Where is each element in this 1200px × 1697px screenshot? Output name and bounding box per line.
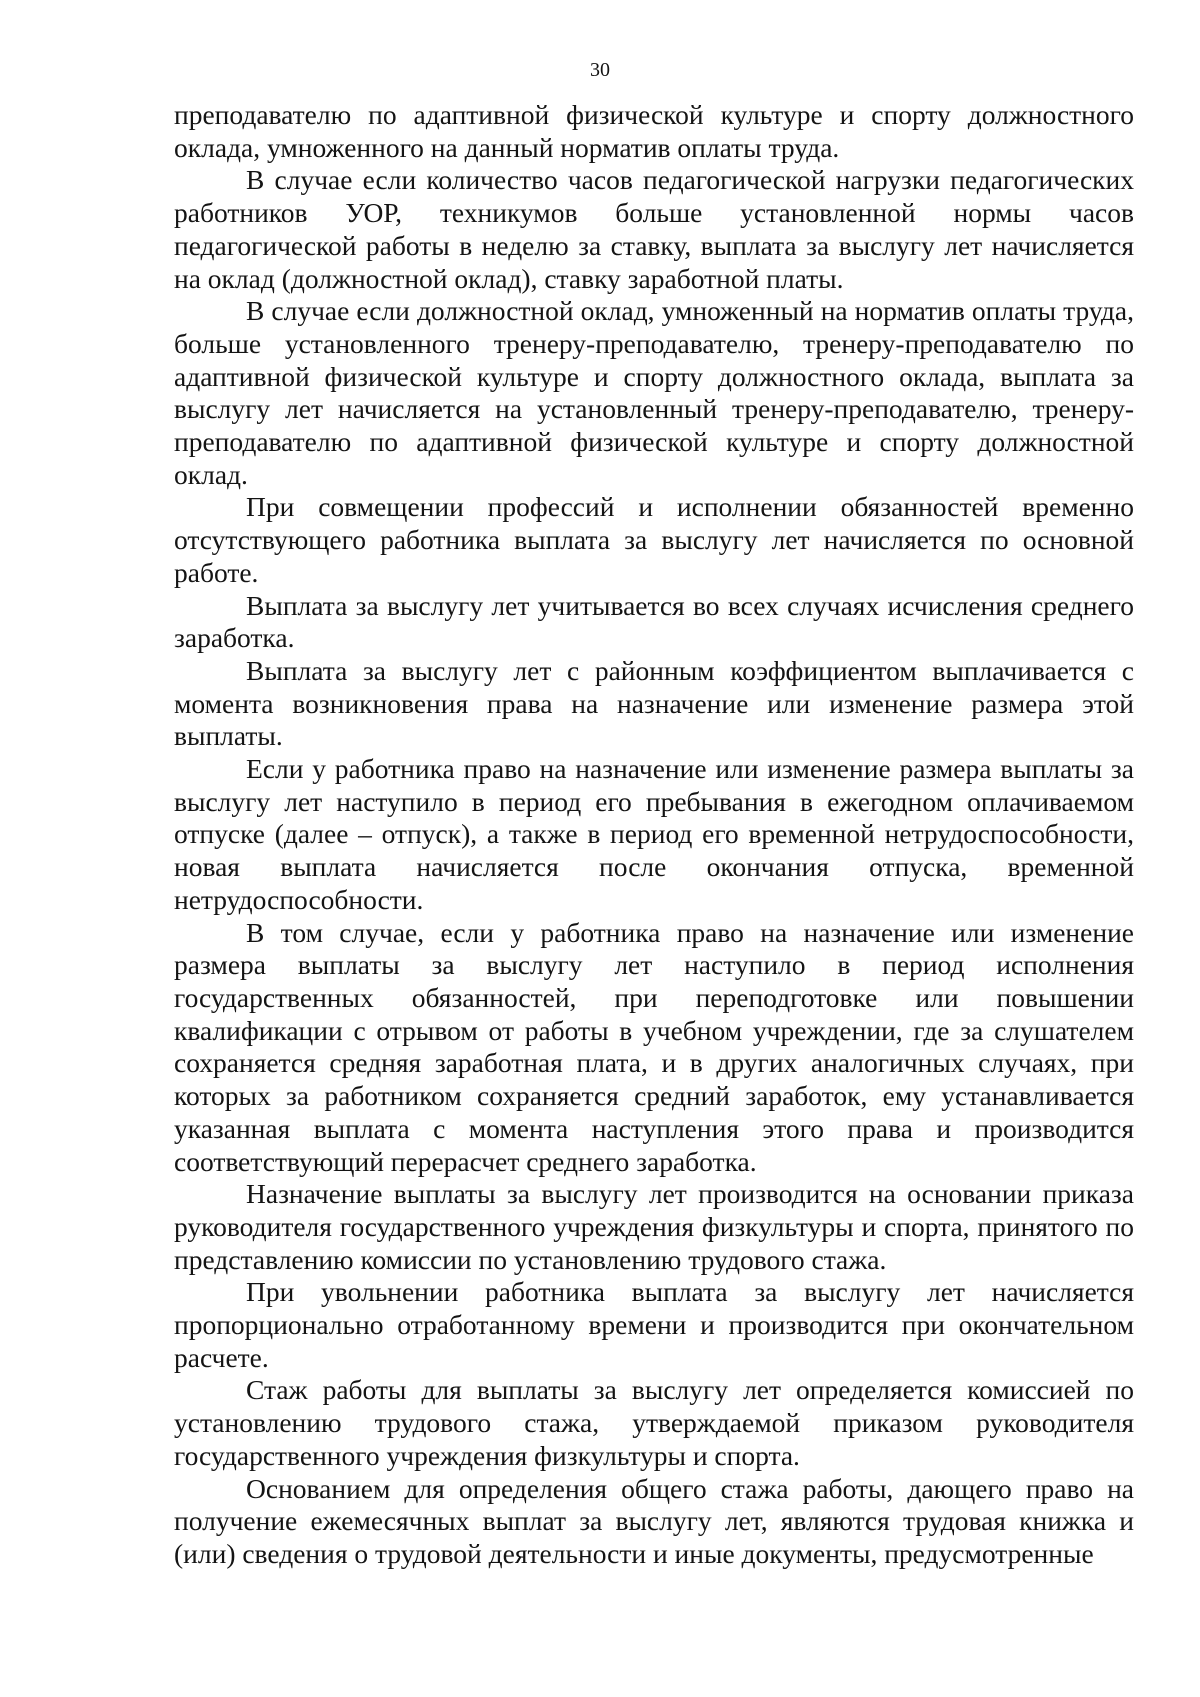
paragraph: В случае если количество часов педагогической нагрузки педагогических работников УОР, техникумов больше установленной нормы часов педагогической работы в неделю за ставку, выплата за выслугу лет начисляется на оклад (должностной оклад), ставку заработной платы. [174,164,1134,294]
page-number: 30 [590,59,610,81]
paragraph: При увольнении работника выплата за выслугу лет начисляется пропорционально отработанному времени и производится при окончательном расчете. [174,1276,1134,1373]
document-body [174,99,1134,1571]
paragraph: Выплата за выслугу лет учитывается во всех случаях исчисления среднего заработка. [174,589,1134,654]
paragraph: В случае если должностной оклад, умноженный на норматив оплаты труда, больше установленного тренеру-преподавателю, тренеру-преподавателю по адаптивной физической культуре и спорту должностного оклада, выплата за выслугу лет начисляется на установленный тренеру-преподавателю, тренеру-преподавателю по адаптивной физической культуре и спорту должностной оклад. [174,295,1134,490]
paragraph: Стаж работы для выплаты за выслугу лет определяется комиссией по установлению трудового стажа, утверждаемой приказом руководителя государственного учреждения физкультуры и спорта. [174,1374,1134,1471]
paragraph: Если у работника право на назначение или изменение размера выплаты за выслугу лет наступило в период его пребывания в ежегодном оплачиваемом отпуске (далее – отпуск), а также в период его временной нетрудоспособности, новая выплата начисляется после окончания отпуска, временной нетрудоспособности. [174,753,1134,915]
paragraph: При совмещении профессий и исполнении обязанностей временно отсутствующего работника выплата за выслугу лет начисляется по основной работе. [174,491,1134,588]
paragraph: Основанием для определения общего стажа работы, дающего право на получение ежемесячных выплат за выслугу лет, являются трудовая книжка и (или) сведения о трудовой деятельности и иные документы, предусмотренные [174,1472,1134,1569]
paragraph: Назначение выплаты за выслугу лет производится на основании приказа руководителя государственного учреждения физкультуры и спорта, принятого по представлению комиссии по установлению трудового стажа. [174,1178,1134,1275]
paragraph: Выплата за выслугу лет с районным коэффициентом выплачивается с момента возникновения права на назначение или изменение размера этой выплаты. [174,654,1134,752]
paragraph: преподавателю по адаптивной физической культуре и спорту должностного оклада, умноженного на данный норматив оплаты труда. [174,99,1134,163]
paragraph: В том случае, если у работника право на назначение или изменение размера выплаты за выслугу лет наступило в период исполнения государственных обязанностей, при переподготовке или повышении квалификации с отрывом от работы в учебном учреждении, где за слушателем сохраняется средняя заработная плата, и в других аналогичных случаях, при которых за работником сохраняется средний заработок, ему устанавливается указанная выплата с момента наступления этого права и производится соответствующий перерасчет среднего заработка. [174,916,1134,1177]
